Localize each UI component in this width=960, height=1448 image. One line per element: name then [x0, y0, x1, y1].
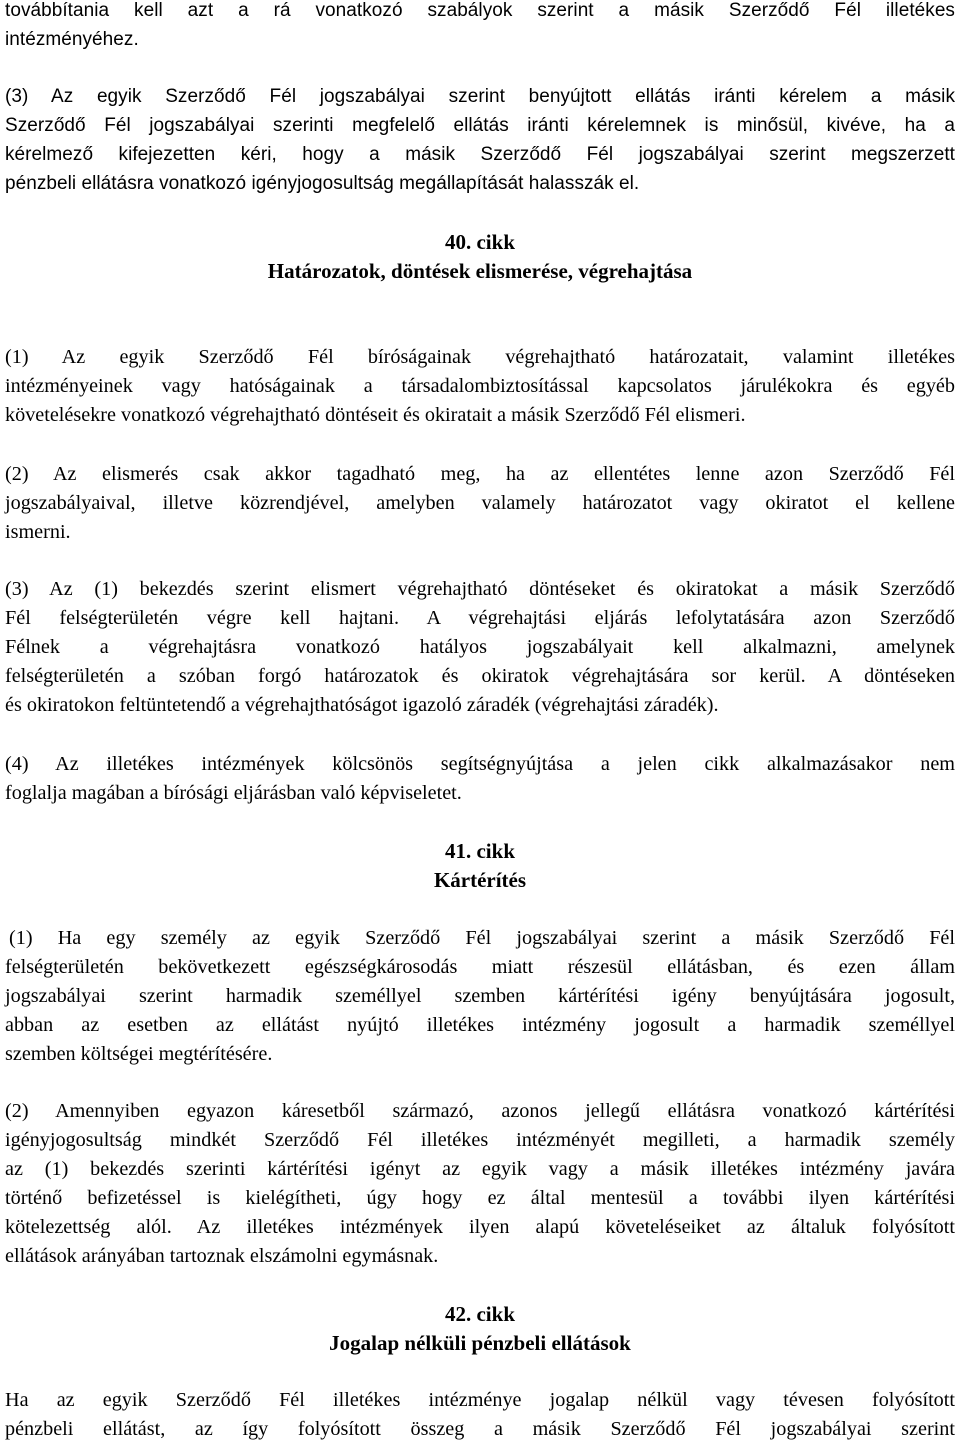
text-line: ismerni.	[5, 521, 71, 543]
text-line: pénzbeli ellátásra vonatkozó igényjogosultság megállapítását halasszák el.	[5, 173, 640, 194]
text-line: (3) Az egyik Szerződő Fél jogszabályai szerint benyújtott ellátás iránti kérelem a másik	[5, 86, 955, 107]
art42-paragraph-1	[5, 1386, 955, 1444]
text-line: ellátások arányában tartoznak elszámolni egymásnak.	[5, 1245, 439, 1267]
text-line: szemben költségei megtérítésére.	[5, 1043, 273, 1065]
text-line: továbbítania kell azt a rá vonatkozó szabályok szerint a másik Szerződő Fél illetékes	[5, 0, 955, 21]
text-line: Szerződő Fél jogszabályai szerinti megfelelő ellátás iránti kérelemnek is minősül, kivéve, ha a	[5, 115, 955, 136]
text-line: (3) Az (1) bekezdés szerint elismert végrehajtható döntéseket és okiratokat a másik Szerződő	[5, 578, 955, 600]
text-line: Fél felségterületén végre kell hajtani. A végrehajtási eljárás lefolytatására azon Szerződő	[5, 607, 955, 629]
art39-paragraph-3	[5, 82, 955, 198]
text-line: történő befizetéssel is kielégítheti, úgy hogy ez által mentesül a további ilyen kártérítési	[5, 1187, 955, 1209]
text-line: (1) Ha egy személy az egyik Szerződő Fél jogszabályai szerint a másik Szerződő Fél	[9, 927, 955, 949]
article-40-number: 40. cikk	[444, 230, 515, 254]
text-line: követelésekre vonatkozó végrehajtható döntéseit és okiratait a másik Szerződő Fél elismeri.	[5, 404, 746, 426]
text-line: abban az esetben az ellátást nyújtó illetékes intézmény jogosult a harmadik személlyel	[5, 1014, 955, 1036]
art41-paragraph-1	[5, 924, 955, 1069]
text-line: jogszabályaival, illetve közrendjével, amelyben valamely határozatot vagy okiratot el kellene	[5, 492, 955, 514]
text-line: igényjogosultság mindkét Szerződő Fél illetékes intézményét megilleti, a harmadik személy	[5, 1129, 955, 1151]
art41-paragraph-2	[5, 1097, 955, 1271]
art40-paragraph-3	[5, 575, 955, 720]
text-line: kötelezettség alól. Az illetékes intézmények ilyen alapú követeléseiket az általuk folyósított	[5, 1216, 955, 1238]
text-line: Ha az egyik Szerződő Fél illetékes intézménye jogalap nélkül vagy tévesen folyósított	[5, 1389, 955, 1411]
art40-paragraph-1	[5, 343, 955, 430]
text-line: (2) Az elismerés csak akkor tagadható meg, ha az ellentétes lenne azon Szerződő Fél	[5, 463, 955, 485]
text-line: felségterületén bekövetkezett egészségkárosodás miatt részesül ellátásban, és ezen állam	[5, 956, 955, 978]
text-line: (1) Az egyik Szerződő Fél bíróságainak végrehajtható határozatait, valamint illetékes	[5, 346, 955, 368]
text-line: pénzbeli ellátást, az így folyósított összeg a másik Szerződő Fél jogszabályai szerint	[5, 1418, 955, 1440]
article-41-number: 41. cikk	[444, 839, 515, 863]
text-line: foglalja magában a bírósági eljárásban való képviseletet.	[5, 782, 462, 804]
text-line: (4) Az illetékes intézmények kölcsönös segítségnyújtása a jelen cikk alkalmazásakor nem	[5, 753, 955, 775]
text-line: kérelmező kifejezetten kéri, hogy a másik Szerződő Fél jogszabályai szerint megszerzett	[5, 144, 955, 165]
text-line: felségterületén a szóban forgó határozatok és okiratok végrehajtására sor kerül. A döntéseken	[5, 665, 955, 687]
article-41-title: Kártérítés	[433, 868, 527, 892]
article-40-title: Határozatok, döntések elismerése, végrehajtása	[267, 259, 693, 283]
text-line: intézményeinek vagy hatóságainak a társadalombiztosítással kapcsolatos járulékokra és egyéb	[5, 375, 955, 397]
article-42-title: Jogalap nélküli pénzbeli ellátások	[329, 1331, 631, 1355]
intro-paragraph	[5, 0, 955, 54]
article-42-number: 42. cikk	[444, 1302, 515, 1326]
text-line: Félnek a végrehajtásra vonatkozó hatályos jogszabályait kell alkalmazni, amelynek	[5, 636, 955, 658]
text-line: intézményéhez.	[5, 29, 139, 50]
text-line: (2) Amennyiben egyazon káresetből származó, azonos jellegű ellátásra vonatkozó kártérítési	[5, 1100, 955, 1122]
text-line: jogszabályai szerint harmadik személlyel szemben kártérítési igény benyújtására jogosult,	[5, 985, 955, 1007]
text-line: az (1) bekezdés szerinti kártérítési igényt az egyik vagy a másik illetékes intézmény javára	[5, 1158, 955, 1180]
art40-paragraph-2	[5, 460, 955, 547]
text-line: és okiratokon feltüntetendő a végrehajthatóságot igazoló záradék (végrehajtási záradék).	[5, 694, 719, 716]
art40-paragraph-4	[5, 750, 955, 808]
